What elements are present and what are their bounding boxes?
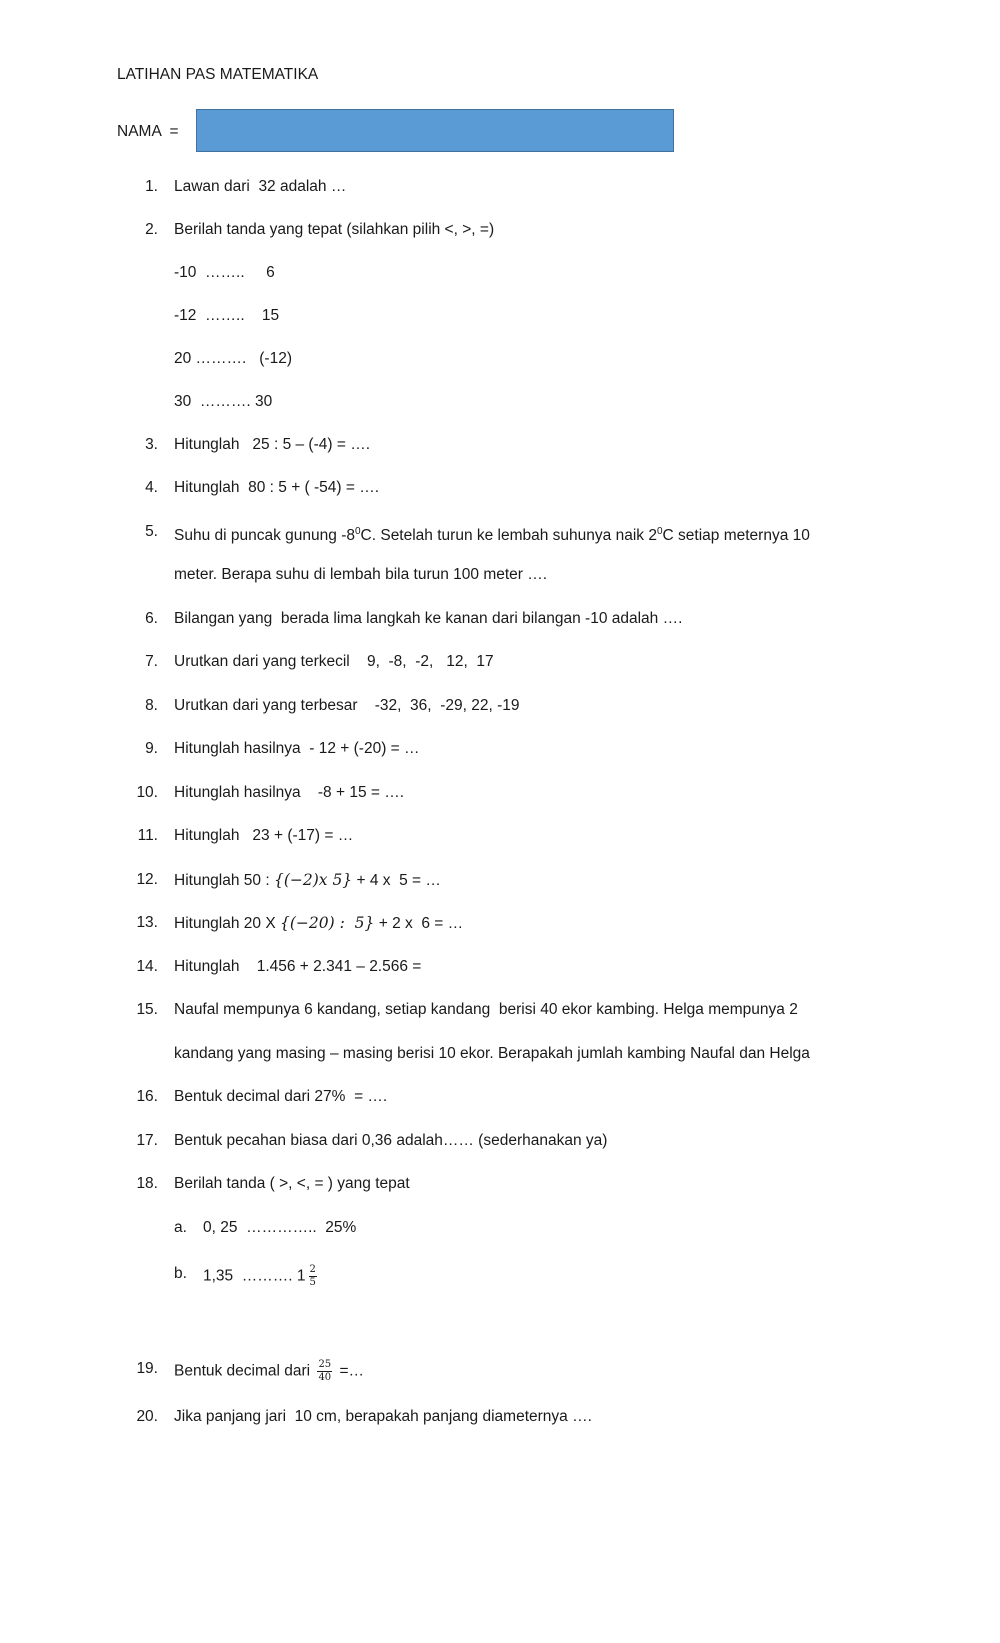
sub-item-text: 0, 25 ………….. 25% [203, 1219, 357, 1236]
question-number: 15. [136, 1001, 158, 1018]
name-input-box[interactable] [196, 109, 674, 152]
comparison-item: 20 ………. (-12) [174, 350, 292, 367]
math-expression: {(−2)x 5} [273, 871, 353, 889]
question-number: 12. [136, 871, 158, 888]
question-text: Bilangan yang berada lima langkah ke kanan dari bilangan -10 adalah …. [174, 610, 683, 627]
degree-superscript: 0 [354, 526, 361, 537]
question-number: 2. [145, 221, 158, 238]
question-number: 3. [145, 436, 158, 453]
comparison-item: -10 …….. 6 [174, 264, 275, 281]
question-number: 4. [145, 479, 158, 496]
fraction-denominator: 40 [318, 1372, 332, 1383]
question-text: Berilah tanda yang tepat (silahkan pilih <, >, =) [174, 221, 495, 238]
question-text [174, 913, 463, 934]
question-number: 6. [145, 610, 158, 627]
question-text: Berilah tanda ( >, <, = ) yang tepat [174, 1175, 410, 1192]
question-text-part: C. Setelah turun ke lembah suhunya naik 2 [360, 527, 657, 545]
question-text-part: + 4 x 5 = … [352, 872, 441, 889]
question-number: 10. [136, 784, 158, 801]
comparison-item: 30 ………. 30 [174, 393, 273, 410]
question-text: Hitunglah hasilnya - 12 + (-20) = … [174, 740, 420, 757]
question-number: 16. [136, 1088, 158, 1105]
fraction-numerator: 2 [309, 1264, 316, 1275]
question-text-continued: kandang yang masing – masing berisi 10 ekor. Berapakah jumlah kambing Naufal dan Helga [174, 1045, 810, 1062]
question-text: Hitunglah hasilnya -8 + 15 = …. [174, 784, 405, 801]
sub-item-text [203, 1264, 320, 1289]
question-text-part: Hitunglah 20 X [174, 915, 280, 932]
question-number: 9. [145, 740, 158, 757]
question-text: Urutkan dari yang terbesar -32, 36, -29, 22, -19 [174, 697, 520, 714]
question-text-part: Bentuk decimal dari [174, 1362, 315, 1380]
sub-item-label: b. [174, 1265, 187, 1282]
question-number: 13. [136, 914, 158, 931]
question-text: Bentuk decimal dari 27% = …. [174, 1088, 388, 1105]
question-text: Hitunglah 23 + (-17) = … [174, 827, 354, 844]
comparison-item: -12 …….. 15 [174, 307, 280, 324]
page-title: LATIHAN PAS MATEMATIKA [117, 66, 319, 83]
question-number: 20. [136, 1408, 158, 1425]
question-number: 11. [137, 827, 158, 844]
question-number: 1. [145, 178, 158, 195]
fraction [317, 1359, 332, 1384]
sub-item-label: a. [174, 1219, 187, 1236]
question-text: Urutkan dari yang terkecil 9, -8, -2, 12, 17 [174, 653, 494, 670]
question-text: Lawan dari 32 adalah … [174, 178, 347, 195]
question-number: 5. [145, 523, 158, 540]
degree-superscript: 0 [656, 526, 663, 537]
fraction-numerator: 25 [318, 1359, 332, 1370]
fraction-denominator: 5 [309, 1277, 316, 1288]
question-number: 14. [136, 958, 158, 975]
question-text [174, 522, 810, 546]
math-expression: {(−20) : 5} [280, 914, 375, 932]
question-number: 7. [145, 653, 158, 670]
question-text-part: =… [335, 1362, 365, 1380]
question-text-part: C setiap meternya 10 [662, 527, 810, 545]
question-text: Hitunglah 1.456 + 2.341 – 2.566 = [174, 958, 422, 975]
question-text: Bentuk pecahan biasa dari 0,36 adalah…… (sederhanakan ya) [174, 1132, 608, 1149]
question-text-part: Suhu di puncak gunung -8 [174, 527, 355, 545]
question-text-part: Hitunglah 50 : [174, 872, 274, 889]
question-number: 17. [136, 1132, 158, 1149]
sub-item-text-part: 1,35 ………. 1 [203, 1267, 306, 1285]
question-text [174, 1359, 364, 1384]
name-label: NAMA = [117, 123, 179, 140]
question-text: Hitunglah 80 : 5 + ( -54) = …. [174, 479, 380, 496]
fraction [309, 1264, 317, 1289]
question-text-continued: meter. Berapa suhu di lembah bila turun 100 meter …. [174, 566, 548, 583]
question-text [174, 870, 441, 891]
question-text-part: + 2 x 6 = … [374, 915, 464, 932]
question-number: 8. [145, 697, 158, 714]
question-number: 19. [136, 1360, 158, 1377]
question-number: 18. [136, 1175, 158, 1192]
question-text: Jika panjang jari 10 cm, berapakah panjang diameternya …. [174, 1408, 592, 1425]
question-text: Hitunglah 25 : 5 – (-4) = …. [174, 436, 370, 453]
question-text: Naufal mempunya 6 kandang, setiap kandang berisi 40 ekor kambing. Helga mempunya 2 [174, 1001, 798, 1018]
